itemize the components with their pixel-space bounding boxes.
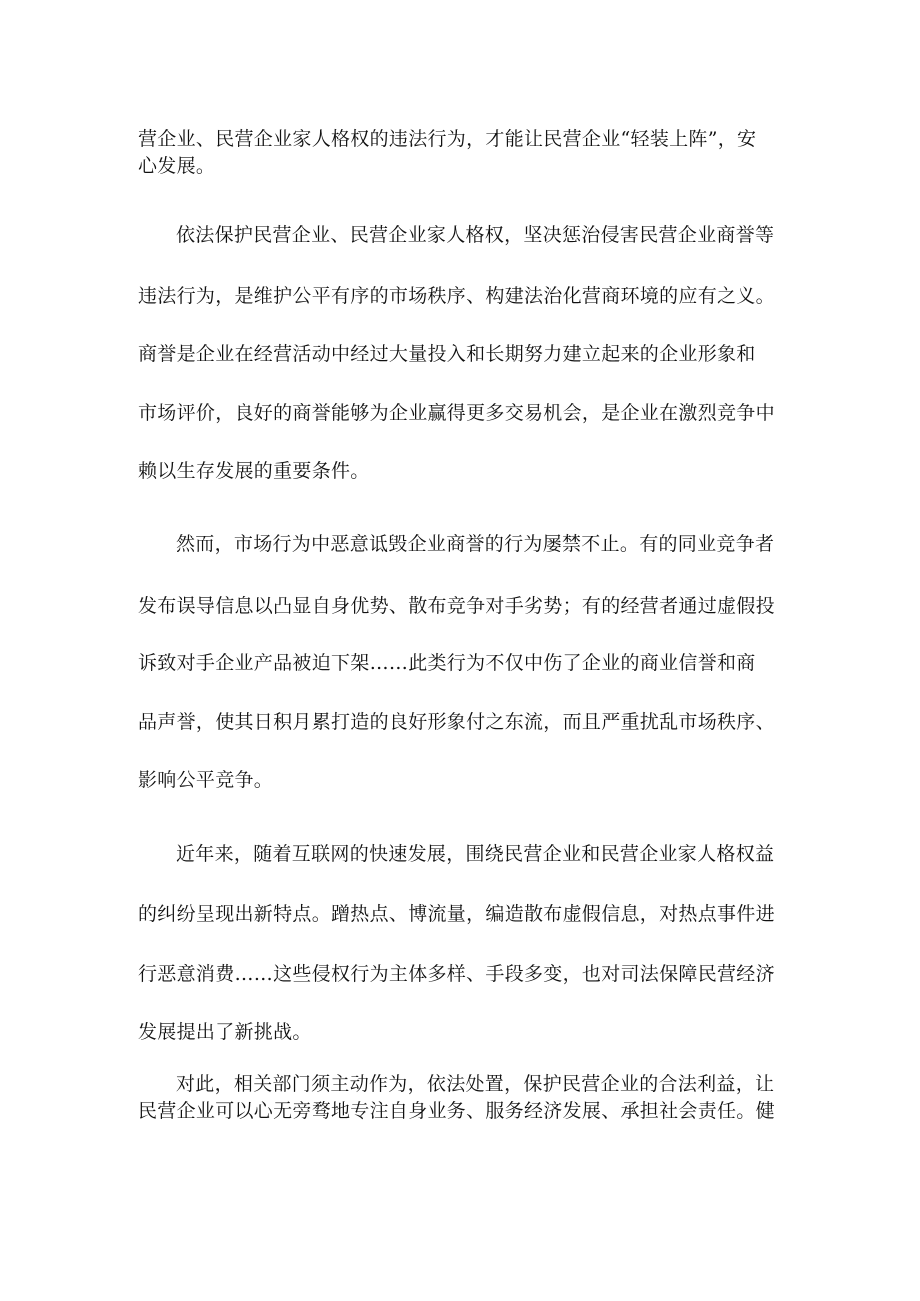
text-line: 行恶意消费……这些侵权行为主体多样、手段多变，也对司法保障民营经济	[138, 963, 775, 985]
text-line: 心发展。	[138, 155, 216, 177]
text-line: 的纠纷呈现出新特点。蹭热点、博流量，编造散布虚假信息，对热点事件进	[138, 903, 775, 925]
text-line: 发展提出了新挑战。	[138, 1021, 312, 1043]
text-line: 营企业、民营企业家人格权的违法行为，才能让民营企业“轻装上阵”，安	[138, 128, 757, 150]
text-line: 市场评价，良好的商誉能够为企业赢得更多交易机会，是企业在激烈竞争中	[138, 402, 775, 424]
text-line: 赖以生存发展的重要条件。	[138, 460, 370, 482]
text-line: 对此，相关部门须主动作为，依法处置，保护民营企业的合法利益，让	[176, 1073, 775, 1095]
text-line: 商誉是企业在经营活动中经过大量投入和长期努力建立起来的企业形象和	[138, 343, 756, 365]
text-line: 发布误导信息以凸显自身优势、散布竞争对手劣势；有的经营者通过虚假投	[138, 595, 775, 617]
text-line: 依法保护民营企业、民营企业家人格权，坚决惩治侵害民营企业商誉等	[176, 224, 775, 246]
text-line: 品声誉，使其日积月累打造的良好形象付之东流，而且严重扰乱市场秩序、	[138, 711, 775, 733]
text-line: 民营企业可以心无旁骛地专注自身业务、服务经济发展、承担社会责任。健	[138, 1100, 775, 1122]
text-line: 诉致对手企业产品被迫下架……此类行为不仅中伤了企业的商业信誉和商	[138, 652, 756, 674]
text-line: 近年来，随着互联网的快速发展，围绕民营企业和民营企业家人格权益	[176, 843, 775, 865]
text-line: 然而，市场行为中恶意诋毁企业商誉的行为屡禁不止。有的同业竞争者	[176, 533, 775, 555]
text-line: 违法行为，是维护公平有序的市场秩序、构建法治化营商环境的应有之义。	[138, 285, 775, 307]
text-line: 影响公平竞争。	[138, 769, 274, 791]
